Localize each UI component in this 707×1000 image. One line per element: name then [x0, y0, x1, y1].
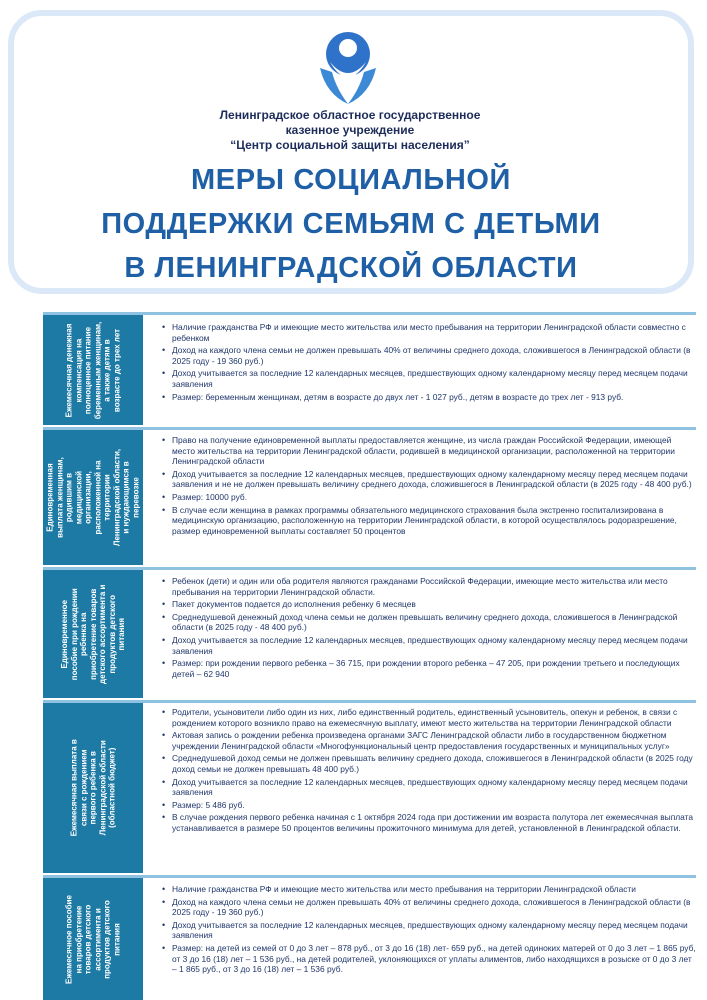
list-item: • Актовая запись о рождении ребенка произведена органами ЗАГС Ленинградской области либо в государственном бюджетном учреждении Ленинградской области «Многофункциональный центр предоставления государственных и муниципальных услуг» — [172, 730, 696, 751]
list-item: • Доход учитывается за последние 12 календарных месяцев, предшествующих одному календарному месяцу перед месяцем подачи заявления и не не должен превышать величину среднего дохода, сложившегося в Ленинградской области (в 2025 году - 48 400 руб.) — [172, 469, 696, 490]
section-5-content — [160, 884, 696, 977]
list-item: • Среднедушевой денежный доход члена семьи не должен превышать величину среднего дохода, сложившегося в Ленинградской области (в 2025 году - 48 400 руб.) — [172, 612, 696, 633]
list-item: • Доход учитывается за последние 12 календарных месяцев, предшествующих одному календарному месяцу перед месяцем подачи заявления — [172, 920, 696, 941]
section-2-content — [160, 435, 696, 538]
title-line-1: МЕРЫ СОЦИАЛЬНОЙ — [191, 164, 511, 196]
organization-name — [150, 108, 550, 153]
list-item: • Размер: беременным женщинам, детям в возрасте до двух лет - 1 027 руб., детям в возрасте до трех лет - 913 руб. — [172, 392, 696, 403]
section-4-content — [160, 707, 696, 836]
org-line-2: казенное учреждение — [285, 123, 415, 137]
list-item: • Право на получение единовременной выплаты предоставляется женщине, из числа граждан Российской Федерации, имеющей место жительства на территории Ленинградской области, родившей в медицинской организации, расположенной на территории Ленинградской области — [172, 435, 696, 467]
section-1-content — [160, 322, 696, 404]
list-item: • Наличие гражданства РФ и имеющие место жительства или место пребывания на территории Ленинградской области совместно с ребенком — [172, 322, 696, 343]
section-5-sidebar — [43, 878, 143, 1000]
list-item: • В случае если женщина в рамках программы обязательного медицинского страхования была экстренно госпитализирована в медицинскую организацию, расположенную на территории Ленинградской области, в которой осуществлялось родоразрешение, размер единовременной выплаты составляет 50 процентов — [172, 505, 696, 537]
list-item: • Родители, усыновители либо один из них, либо единственный родитель, единственный усыновитель, опекун и ребенок, в связи с рождением которого возникло право на ежемесячную выплату, имеют место жительства на территории Ленинградской области — [172, 707, 696, 728]
section-3-content — [160, 576, 696, 681]
list-item: • Доход учитывается за последние 12 календарных месяцев, предшествующих одному календарному месяцу перед месяцем подачи заявления — [172, 777, 696, 798]
org-line-1: Ленинградское областное государственное — [219, 108, 481, 122]
list-item: • Размер: при рождении первого ребенка – 36 715, при рождении второго ребенка – 47 205, при рождении третьего и последующих детей – 62 940 — [172, 658, 696, 679]
section-3-title: Единовременное пособие при рождении ребенка на приобретение товаров детского ассортимента и продуктов детского питания — [59, 584, 126, 684]
list-item: • Доход учитывается за последние 12 календарных месяцев, предшествующих одному календарному месяцу перед месяцем подачи заявления — [172, 368, 696, 389]
section-4-title: Ежемесячная выплата в связи с рождением первого ребенка в Ленинградской области (областной бюджет) — [69, 739, 117, 837]
section-3-sidebar — [43, 570, 143, 698]
list-item: • Размер: 5 486 руб. — [172, 800, 696, 811]
list-item: • Размер: 10000 руб. — [172, 492, 696, 503]
list-item: • Доход учитывается за последние 12 календарных месяцев, предшествующих одному календарному месяцу перед месяцем подачи заявления — [172, 635, 696, 656]
list-item: • Доход на каждого члена семьи не должен превышать 40% от величины среднего дохода, сложившегося в Ленинградской области (в 2025 году - 19 360 руб.) — [172, 897, 696, 918]
list-item: • Ребенок (дети) и один или оба родителя являются гражданами Российской Федерации, имеющие место жительства или место пребывания на территории Ленинградской области. — [172, 576, 696, 597]
logo-icon — [316, 28, 380, 108]
list-item: • Среднедушевой доход семьи не должен превышать величину среднего дохода, сложившегося в Ленинградской области (в 2025 году доход семьи не должен превышать 48 400 руб.) — [172, 753, 696, 774]
page-title — [60, 158, 642, 290]
list-item: • Наличие гражданства РФ и имеющие место жительства или место пребывания на территории Ленинградской области — [172, 884, 696, 895]
section-1-sidebar — [43, 315, 143, 425]
section-2-sidebar — [43, 430, 143, 565]
title-line-3: В ЛЕНИНГРАДСКОЙ ОБЛАСТИ — [124, 252, 578, 284]
section-2-title: Единовременная выплата женщинам, родившим в медицинской организации, расположенной на территории Ленинградской области, и нуждающимся в перевозке — [45, 448, 140, 547]
section-5-title: Ежемесячное пособие на приобретение товаров детского ассортимента и продуктов детского питания — [64, 894, 121, 984]
title-line-2: ПОДДЕРЖКИ СЕМЬЯМ С ДЕТЬМИ — [101, 208, 601, 240]
list-item: • Доход на каждого члена семьи не должен превышать 40% от величины среднего дохода, сложившегося в Ленинградской области (в 2025 году - 19 360 руб.) — [172, 345, 696, 366]
list-item: • Размер: на детей из семей от 0 до 3 лет – 878 руб., от 3 до 16 (18) лет- 659 руб., на детей одиноких матерей от 0 до 3 лет – 1 865 руб, от 3 до 16 (18) лет – 1 536 руб., на детей родителей, уклоняющихся от уплаты алиментов, либо находящихся в розыске от 0 до 3 лет – 1 865 руб., от 3 до 16 (18) лет – 1 536 руб. — [172, 943, 696, 975]
section-1-title: Ежемесячная денежная компенсация на полноценное питание беременным женщинам, а также детям в возрасте до трех лет — [64, 321, 121, 419]
list-item: • В случае рождения первого ребенка начиная с 1 октября 2024 года при достижении им возраста полутора лет ежемесячная выплата устанавливается в размере 50 процентов величины прожиточного минимума для детей, установленной в Ленинградской области. — [172, 812, 696, 833]
org-line-3: “Центр социальной защиты населения” — [230, 138, 470, 152]
section-4-sidebar — [43, 703, 143, 873]
list-item: • Пакет документов подается до исполнения ребенку 6 месяцев — [172, 599, 696, 610]
